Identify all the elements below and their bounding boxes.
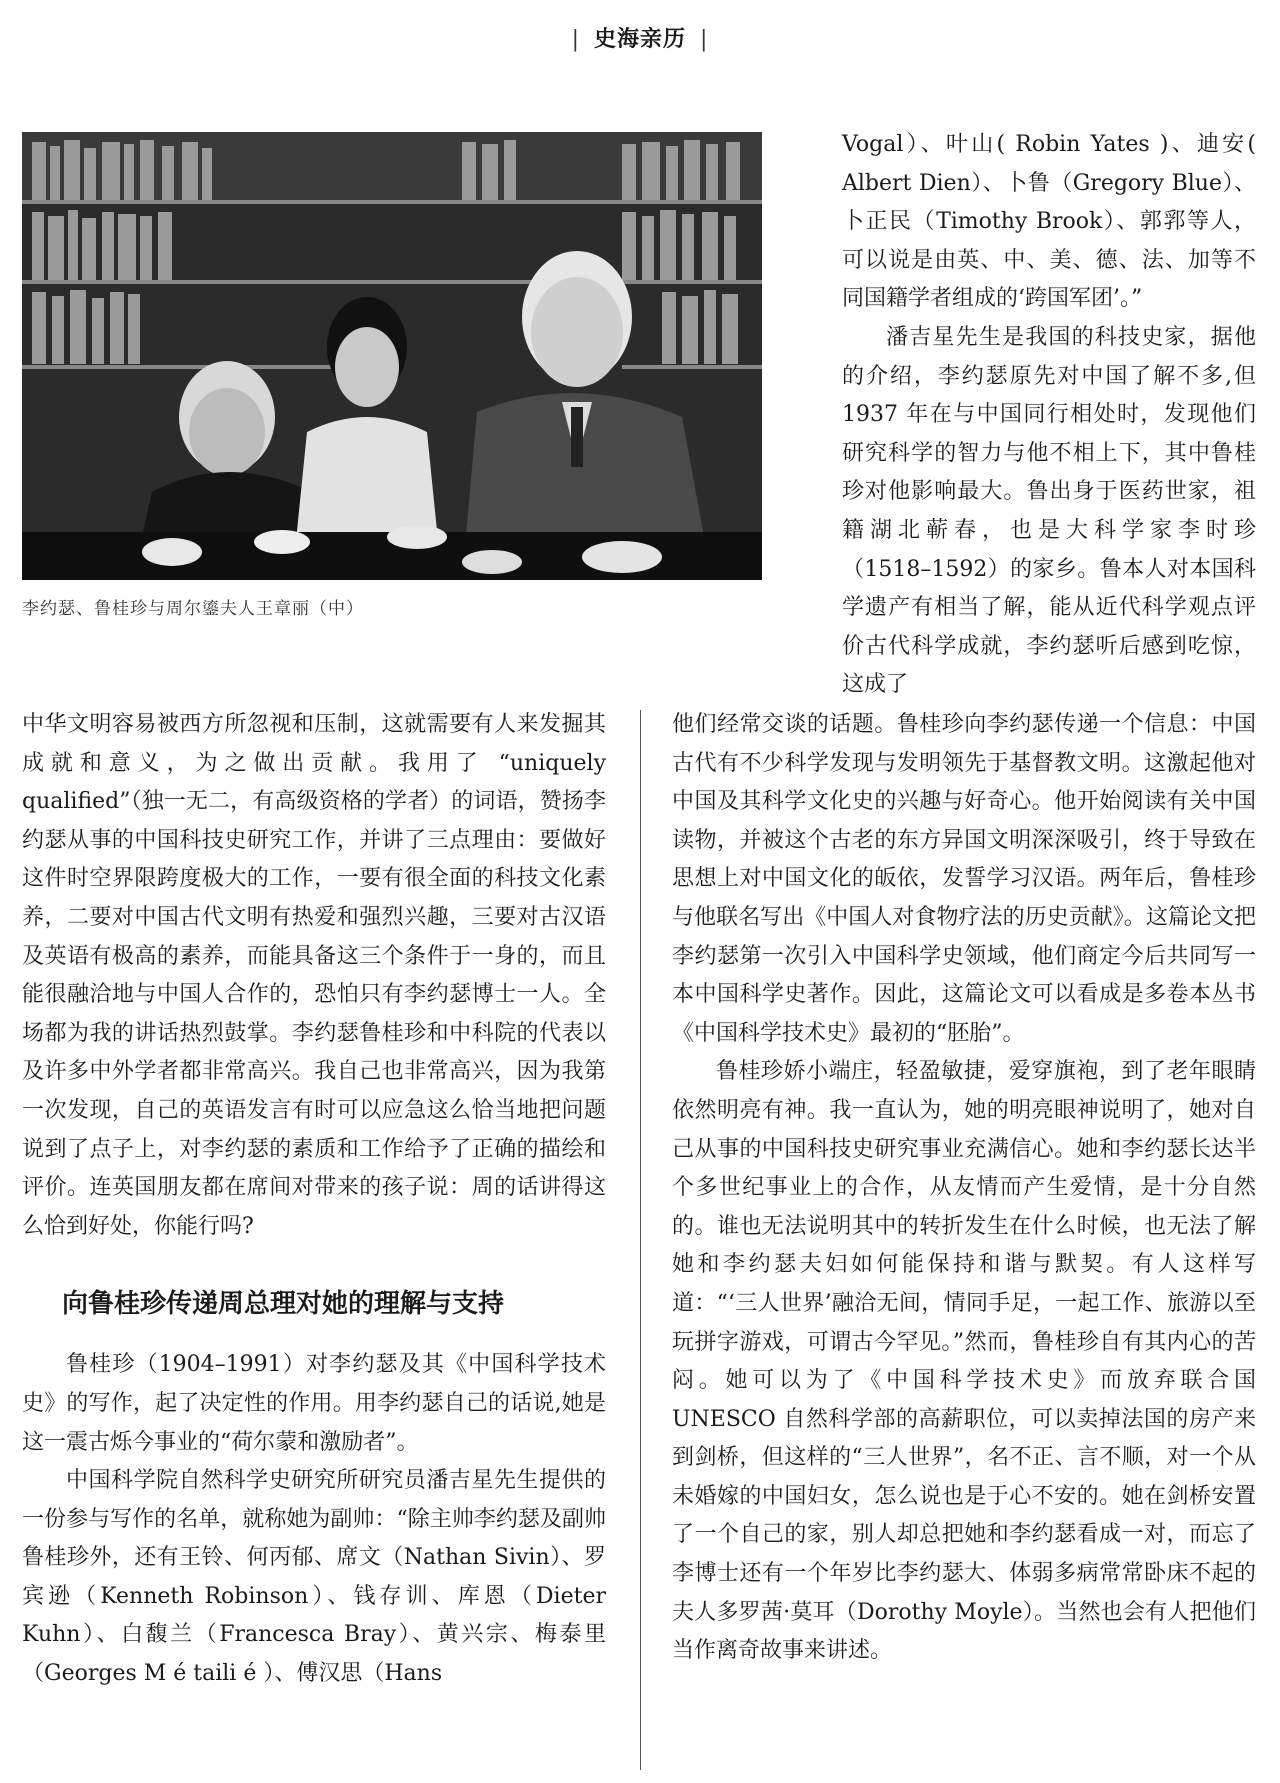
column-divider bbox=[640, 710, 641, 1770]
paragraph: 鲁桂珍（1904–1991）对李约瑟及其《中国科学技术史》的写作，起了决定性的作用。用李约瑟自己的话说,她是这一震古烁今事业的“荷尔蒙和激励者”。 bbox=[22, 1352, 606, 1455]
header-divider-right: | bbox=[700, 27, 709, 52]
paragraph: Vogal）、叶山( Robin Yates )、迪安( Albert Dien）、卜鲁（Gregory Blue）、卜正民（Timothy Brook）、郭郛等人，可以说是由英、中、美、德、法、加等不同国籍学者组成的‘跨国军团’。” bbox=[842, 132, 1256, 312]
header-divider-left: | bbox=[571, 27, 580, 52]
paragraph: 他们经常交谈的话题。鲁桂珍向李约瑟传递一个信息：中国古代有不少科学发现与发明领先于基督教文明。这激起他对中国及其科学文化史的兴趣与好奇心。他开始阅读有关中国读物，并被这个古老的东方异国文明深深吸引，终于导致在思想上对中国文化的皈依，发誓学习汉语。两年后，鲁桂珍与他联名写出《中国人对食物疗法的历史贡献》。这篇论文把李约瑟第一次引入中国科学史领域，他们商定今后共同写一本中国科学史著作。因此，这篇论文可以看成是多卷本丛书《中国科学技术史》最初的“胚胎”。 bbox=[672, 712, 1256, 1046]
paragraph: 中国科学院自然科学史研究所研究员潘吉星先生提供的一份参与写作的名单，就称她为副帅：“除主帅李约瑟及副帅鲁桂珍外，还有王铃、何丙郁、席文（Nathan Sivin）、罗宾逊（Kenneth Robinson）、钱存训、库恩（Dieter Kuhn）、白馥兰（Francesca Bray）、黄兴宗、梅泰里（Georges M é taili é ）、傅汉思（Hans bbox=[22, 1468, 606, 1687]
photo-caption: 李约瑟、鲁桂珍与周尔鎏夫人王章丽（中） bbox=[22, 599, 364, 619]
right-column-top bbox=[842, 126, 1256, 705]
paragraph: 潘吉星先生是我国的科技史家，据他的介绍，李约瑟原先对中国了解不多,但 1937 年在与中国同行相处时，发现他们研究科学的智力与他不相上下，其中鲁桂珍对他影响最大。鲁出身于医药世家，祖籍湖北蕲春，也是大科学家李时珍（1518–1592）的家乡。鲁本人对本国科学遗产有相当了解，能从近代科学观点评价古代科学成就，李约瑟听后感到吃惊，这成了 bbox=[842, 324, 1256, 698]
section-title: 向鲁桂珍传递周总理对她的理解与支持 bbox=[62, 1289, 505, 1320]
column-name: 史海亲历 bbox=[593, 26, 686, 52]
article-photo bbox=[22, 132, 762, 580]
left-column bbox=[22, 706, 606, 1694]
paragraph: 鲁桂珍娇小端庄，轻盈敏捷，爱穿旗袍，到了老年眼睛依然明亮有神。我一直认为，她的明亮眼神说明了，她对自己从事的中国科技史研究事业充满信心。她和李约瑟长达半个多世纪事业上的合作，从友情而产生爱情，是十分自然的。谁也无法说明其中的转折发生在什么时候，也无法了解她和李约瑟夫妇如何能保持和谐与默契。有人这样写道：“‘三人世界’融洽无间，情同手足，一起工作、旅游以至玩拼字游戏，可谓古今罕见。”然而，鲁桂珍自有其内心的苦闷。她可以为了《中国科学技术史》而放弃联合国 UNESCO 自然科学部的高薪职位，可以卖掉法国的房产来到剑桥，但这样的“三人世界”，名不正、言不顺，对一个从未婚嫁的中国妇女，怎么说也是于心不安的。她在剑桥安置了一个自己的家，别人却总把她和李约瑟看成一对，而忘了李博士还有一个年岁比李约瑟大、体弱多病常常卧床不起的夫人多罗茜·莫耳（Dorothy Moyle）。当然也会有人把他们当作离奇故事来讲述。 bbox=[672, 1059, 1256, 1664]
right-column bbox=[672, 706, 1256, 1671]
running-header bbox=[0, 22, 1280, 53]
paragraph: 中华文明容易被西方所忽视和压制，这就需要有人来发掘其成就和意义，为之做出贡献。我用了 “uniquely qualified”（独一无二，有高级资格的学者）的词语，赞扬李约瑟从事的中国科技史研究工作，并讲了三点理由：要做好这件时空界限跨度极大的工作，一要有很全面的科技文化素养，二要对中国古代文明有热爱和强烈兴趣，三要对古汉语及英语有极高的素养，而能具备这三个条件于一身的，而且能很融洽地与中国人合作的，恐怕只有李约瑟博士一人。全场都为我的讲话热烈鼓掌。李约瑟鲁桂珍和中科院的代表以及许多中外学者都非常高兴。我自己也非常高兴，因为我第一次发现，自己的英语发言有时可以应急这么恰当地把问题说到了点子上，对李约瑟的素质和工作给予了正确的描绘和评价。连英国朋友都在席间对带来的孩子说：周的话讲得这么恰到好处，你能行吗? bbox=[22, 712, 606, 1239]
